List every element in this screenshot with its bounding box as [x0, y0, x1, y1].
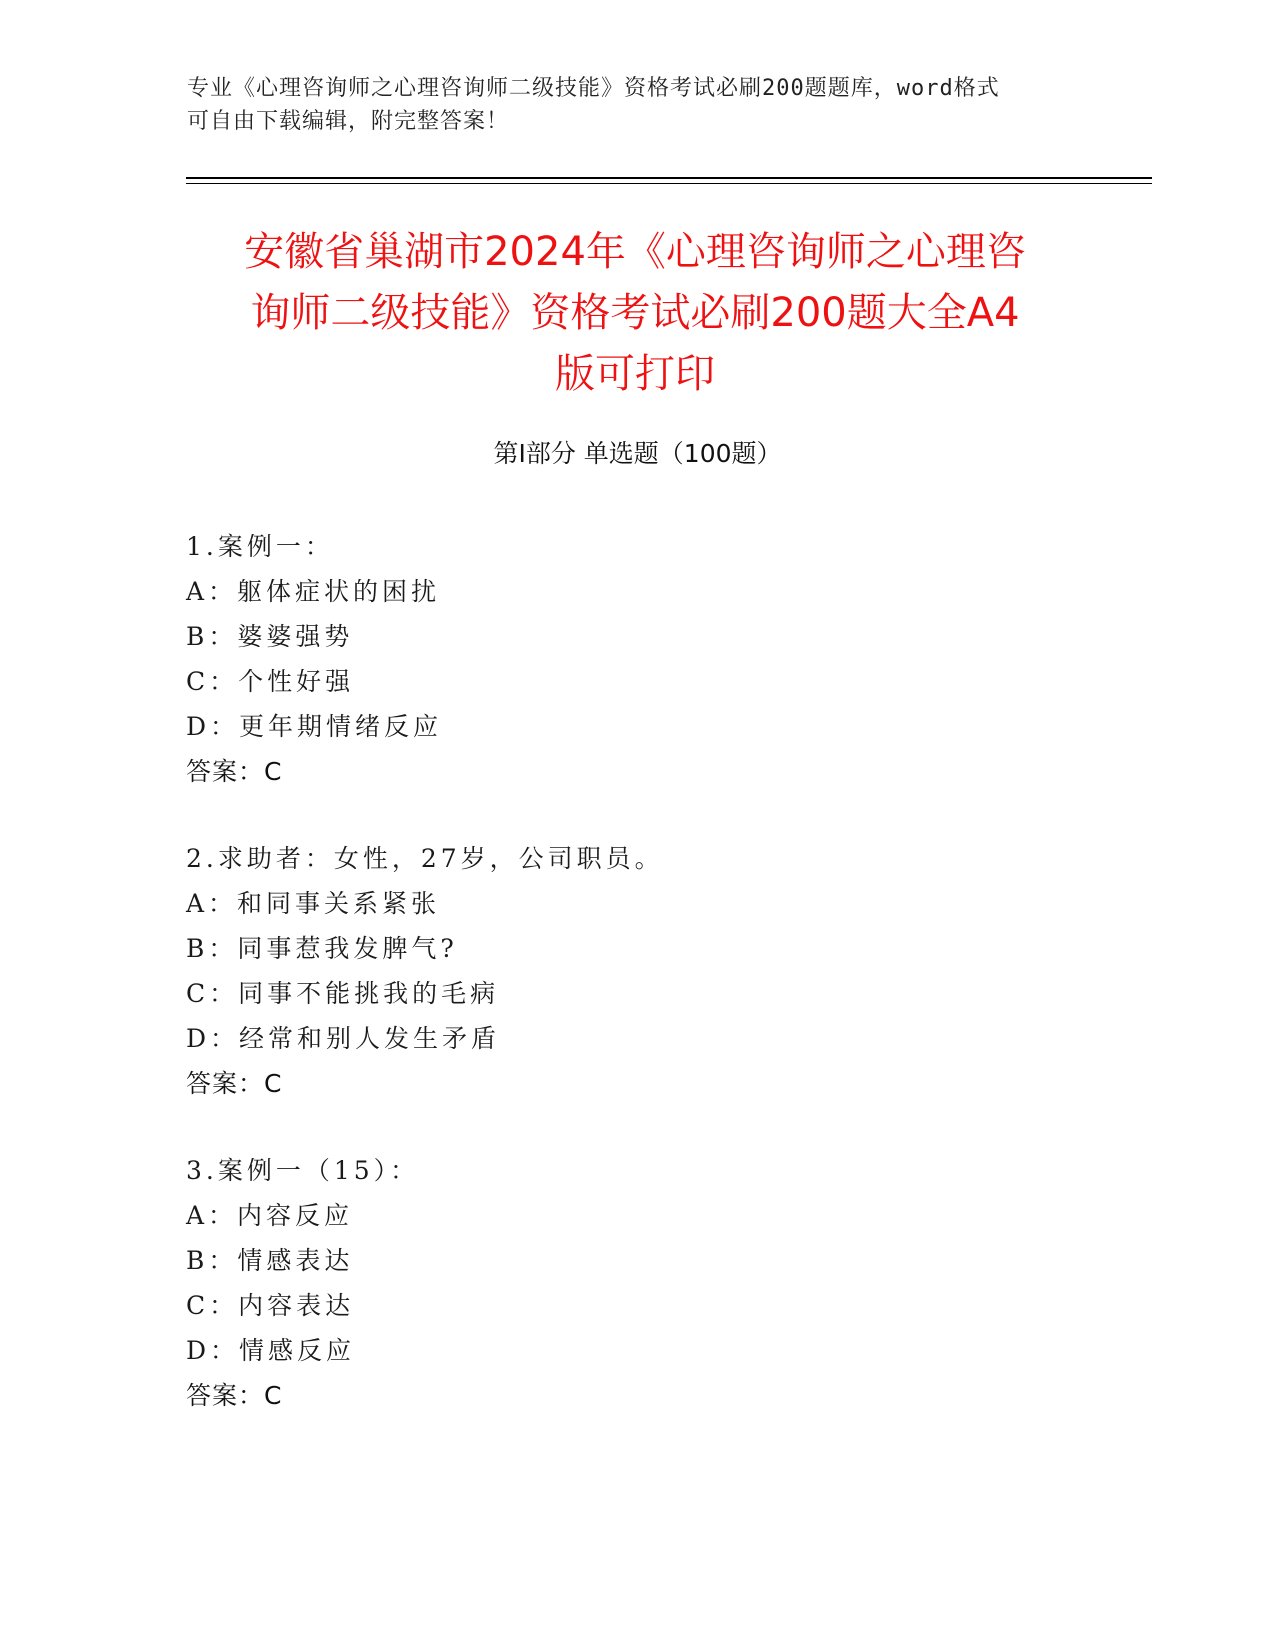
document-title-line-2: 询师二级技能》资格考试必刷200题大全A4: [250, 290, 1020, 336]
option-a: A：内容反应: [186, 1201, 354, 1230]
option-b: B：婆婆强势: [186, 622, 354, 651]
header-note: [187, 72, 1077, 138]
header-note-line-2: 可自由下载编辑，附完整答案！: [187, 109, 510, 134]
option-c: C：内容表达: [186, 1291, 355, 1320]
header-note-line-1: 专业《心理咨询师之心理咨询师二级技能》资格考试必刷200题题库，word格式: [187, 76, 1000, 101]
question-list: [186, 524, 1086, 1460]
option-a: A：躯体症状的困扰: [186, 577, 441, 606]
option-d: D：经常和别人发生矛盾: [186, 1024, 501, 1053]
question-stem: 1.案例一：: [186, 532, 334, 561]
answer-line: 答案：C: [186, 1381, 283, 1410]
option-d: D：情感反应: [186, 1336, 356, 1365]
header-divider-thin: [186, 183, 1152, 184]
section-heading: 第Ⅰ部分 单选题（100题）: [493, 439, 782, 468]
question-stem: 2.求助者：女性，27岁，公司职员。: [186, 844, 664, 873]
answer-line: 答案：C: [186, 757, 283, 786]
option-c: C：个性好强: [186, 667, 355, 696]
question-item: [186, 836, 1086, 1106]
option-b: B：情感表达: [186, 1246, 354, 1275]
question-stem: 3.案例一（15）：: [186, 1156, 420, 1185]
option-b: B：同事惹我发脾气?: [186, 934, 458, 963]
option-a: A：和同事关系紧张: [186, 889, 441, 918]
document-title-line-1: 安徽省巢湖市2024年《心理咨询师之心理咨: [244, 229, 1026, 275]
option-c: C：同事不能挑我的毛病: [186, 979, 500, 1008]
option-d: D：更年期情绪反应: [186, 712, 443, 741]
header-divider-thick: [186, 177, 1152, 179]
document-title: [160, 222, 1110, 405]
question-item: [186, 1148, 1086, 1418]
answer-line: 答案：C: [186, 1069, 283, 1098]
question-item: [186, 524, 1086, 794]
document-title-line-3: 版可打印: [555, 351, 715, 397]
